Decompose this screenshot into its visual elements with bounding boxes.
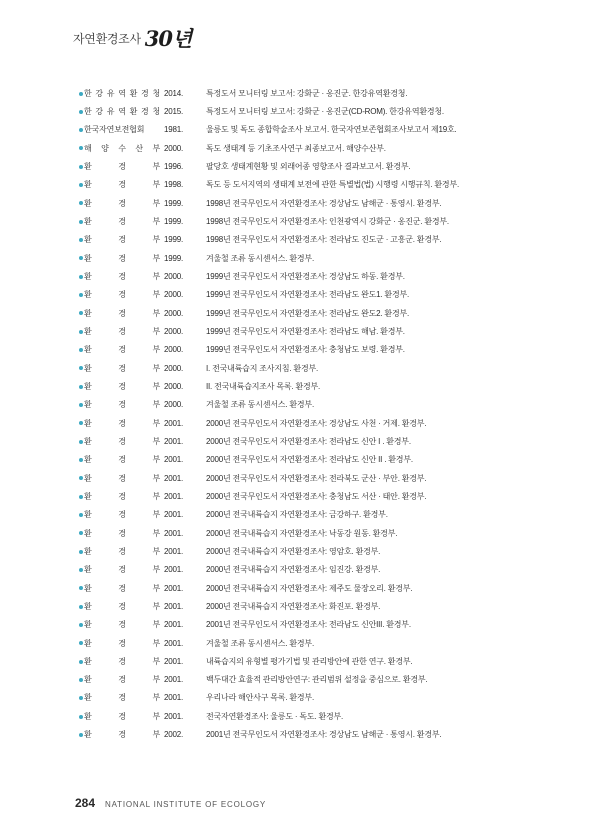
reference-row — [84, 157, 544, 175]
reference-organization: 환 경 부 — [84, 253, 160, 263]
reference-year: 2001. — [164, 620, 184, 630]
bullet-icon — [79, 660, 83, 664]
reference-year: 2001. — [164, 601, 184, 611]
reference-year: 2001. — [164, 436, 184, 446]
reference-year: 2000. — [164, 326, 184, 336]
bullet-icon — [79, 733, 83, 737]
reference-organization: 환 경 부 — [84, 308, 160, 318]
reference-year: 2002. — [164, 730, 184, 740]
reference-row — [84, 487, 544, 505]
reference-organization: 환 경 부 — [84, 675, 160, 685]
reference-year: 2015. — [164, 106, 184, 116]
reference-organization: 환 경 부 — [84, 693, 160, 703]
reference-row — [84, 542, 544, 560]
bullet-icon — [79, 513, 83, 517]
reference-title: 우리나라 해안사구 목록. 환경부. — [206, 693, 314, 703]
reference-title: 1999년 전국무인도서 자연환경조사: 전라남도 완도2. 환경부. — [206, 308, 410, 318]
reference-year: 2001. — [164, 473, 184, 483]
bullet-icon — [79, 403, 83, 407]
reference-organization: 환 경 부 — [84, 345, 160, 355]
reference-title: 2000년 전국내륙습지 자연환경조사: 금강하구. 환경부. — [206, 510, 388, 520]
reference-title: 겨울철 조류 동시센서스. 환경부. — [206, 638, 314, 648]
reference-title: 2000년 전국내륙습지 자연환경조사: 임진강. 환경부. — [206, 565, 381, 575]
reference-organization: 한국자연보전협회 — [84, 125, 145, 135]
reference-title: 2000년 전국무인도서 자연환경조사: 전라북도 군산 · 부안. 환경부. — [206, 473, 427, 483]
reference-title: 1999년 전국무인도서 자연환경조사: 충청남도 보령. 환경부. — [206, 345, 405, 355]
reference-row — [84, 689, 544, 707]
book-title: 자연환경조사 — [73, 31, 141, 46]
reference-year: 2000. — [164, 381, 184, 391]
reference-year: 2001. — [164, 693, 184, 703]
bullet-icon — [79, 641, 83, 645]
reference-title: 팔당호 생태계현황 및 외래어종 영향조사 결과보고서. 환경부. — [206, 161, 411, 171]
reference-title: 특정도서 모니터링 보고서: 강화군 · 옹진군(CD-ROM). 한강유역환경청. — [206, 106, 444, 116]
reference-row — [84, 725, 544, 743]
bullet-icon — [79, 495, 83, 499]
reference-organization: 한 강 유 역 환 경 청 — [84, 88, 160, 98]
reference-title: 2001년 전국무인도서 자연환경조사: 전라남도 신안III. 환경부. — [206, 620, 411, 630]
reference-year: 2001. — [164, 565, 184, 575]
page-footer — [75, 796, 266, 810]
reference-year: 2001. — [164, 675, 184, 685]
reference-year: 2001. — [164, 711, 184, 721]
reference-row — [84, 194, 544, 212]
bullet-icon — [79, 348, 83, 352]
reference-row — [84, 469, 544, 487]
reference-year: 1999. — [164, 235, 184, 245]
reference-title: 울릉도 및 독도 종합학술조사 보고서. 한국자연보존협회조사보고서 제19호. — [206, 125, 457, 135]
bullet-icon — [79, 568, 83, 572]
reference-title: 1999년 전국무인도서 자연환경조사: 전라남도 완도1. 환경부. — [206, 290, 410, 300]
reference-organization: 환 경 부 — [84, 161, 160, 171]
reference-organization: 환 경 부 — [84, 528, 160, 538]
reference-year: 1999. — [164, 198, 184, 208]
reference-year: 2014. — [164, 88, 184, 98]
reference-title: I. 전국내륙습지 조사지침. 환경부. — [206, 363, 319, 373]
reference-title: 2000년 전국무인도서 자연환경조사: 전라남도 신안 I . 환경부. — [206, 436, 411, 446]
reference-row — [84, 359, 544, 377]
reference-year: 2001. — [164, 491, 184, 501]
reference-title: 1998년 전국무인도서 자연환경조사: 경상남도 남해군 · 통영시. 환경부. — [206, 198, 442, 208]
reference-title: 겨울철 조류 동시센서스. 환경부. — [206, 400, 314, 410]
reference-row — [84, 84, 544, 102]
reference-year: 2000. — [164, 290, 184, 300]
bullet-icon — [79, 92, 83, 96]
reference-organization: 환 경 부 — [84, 455, 160, 465]
bullet-icon — [79, 623, 83, 627]
reference-year: 2000. — [164, 143, 184, 153]
reference-year: 2000. — [164, 400, 184, 410]
bullet-icon — [79, 366, 83, 370]
reference-row — [84, 102, 544, 120]
reference-row — [84, 121, 544, 139]
bullet-icon — [79, 421, 83, 425]
bullet-icon — [79, 146, 83, 150]
reference-title: 2000년 전국무인도서 자연환경조사: 전라남도 신안 II . 환경부. — [206, 455, 413, 465]
reference-title: 2000년 전국내륙습지 자연환경조사: 영암호. 환경부. — [206, 546, 381, 556]
reference-title: 내륙습지의 유형별 평가기법 및 관리방안에 관한 연구. 환경부. — [206, 656, 413, 666]
reference-title: 특정도서 모니터링 보고서: 강화군 · 옹진군. 한강유역환경청. — [206, 88, 408, 98]
reference-year: 2001. — [164, 583, 184, 593]
bullet-icon — [79, 605, 83, 609]
bullet-icon — [79, 128, 83, 132]
reference-row — [84, 286, 544, 304]
bullet-icon — [79, 715, 83, 719]
bullet-icon — [79, 311, 83, 315]
reference-organization: 환 경 부 — [84, 418, 160, 428]
reference-organization: 환 경 부 — [84, 546, 160, 556]
reference-organization: 환 경 부 — [84, 638, 160, 648]
reference-list — [84, 84, 544, 744]
reference-organization: 환 경 부 — [84, 290, 160, 300]
reference-organization: 환 경 부 — [84, 326, 160, 336]
reference-organization: 환 경 부 — [84, 565, 160, 575]
reference-organization: 한 강 유 역 환 경 청 — [84, 106, 160, 116]
reference-row — [84, 267, 544, 285]
reference-organization: 환 경 부 — [84, 235, 160, 245]
reference-title: 2000년 전국무인도서 자연환경조사: 충청남도 서산 · 태안. 환경부. — [206, 491, 427, 501]
bullet-icon — [79, 220, 83, 224]
reference-year: 2001. — [164, 510, 184, 520]
reference-organization: 환 경 부 — [84, 400, 160, 410]
reference-row — [84, 139, 544, 157]
reference-organization: 해 양 수 산 부 — [84, 143, 160, 153]
reference-organization: 환 경 부 — [84, 381, 160, 391]
reference-year: 1999. — [164, 253, 184, 263]
reference-title: 1998년 전국무인도서 자연환경조사: 인천광역시 강화군 · 옹진군. 환경부. — [206, 216, 449, 226]
bullet-icon — [79, 440, 83, 444]
reference-organization: 환 경 부 — [84, 491, 160, 501]
bullet-icon — [79, 110, 83, 114]
reference-row — [84, 304, 544, 322]
reference-title: 2001년 전국무인도서 자연환경조사: 경상남도 남해군 · 통영시. 환경부. — [206, 730, 442, 740]
reference-year: 1999. — [164, 216, 184, 226]
reference-row — [84, 396, 544, 414]
page-number: 284 — [75, 796, 96, 810]
reference-year: 2001. — [164, 638, 184, 648]
running-header — [73, 22, 191, 54]
reference-year: 2001. — [164, 656, 184, 666]
reference-title: 2000년 전국내륙습지 자연환경조사: 화진포. 환경부. — [206, 601, 381, 611]
reference-organization: 환 경 부 — [84, 583, 160, 593]
reference-row — [84, 377, 544, 395]
bullet-icon — [79, 476, 83, 480]
bullet-icon — [79, 256, 83, 260]
reference-year: 2000. — [164, 363, 184, 373]
reference-organization: 환 경 부 — [84, 216, 160, 226]
reference-row — [84, 634, 544, 652]
reference-year: 2001. — [164, 455, 184, 465]
reference-organization: 환 경 부 — [84, 711, 160, 721]
reference-organization: 환 경 부 — [84, 620, 160, 630]
reference-title: 겨울철 조류 동시센서스. 환경부. — [206, 253, 314, 263]
reference-row — [84, 249, 544, 267]
reference-title: II. 전국내륙습지조사 목록. 환경부. — [206, 381, 321, 391]
reference-year: 2000. — [164, 345, 184, 355]
reference-title: 2000년 전국내륙습지 자연환경조사: 제주도 물장오리. 환경부. — [206, 583, 413, 593]
reference-title: 백두대간 효율적 관리방안연구: 관리범위 설정을 중심으로. 환경부. — [206, 675, 428, 685]
reference-year: 2001. — [164, 418, 184, 428]
bullet-icon — [79, 458, 83, 462]
bullet-icon — [79, 165, 83, 169]
reference-row — [84, 579, 544, 597]
bullet-icon — [79, 678, 83, 682]
reference-row — [84, 231, 544, 249]
bullet-icon — [79, 293, 83, 297]
reference-row — [84, 616, 544, 634]
reference-organization: 환 경 부 — [84, 363, 160, 373]
reference-row — [84, 561, 544, 579]
reference-row — [84, 432, 544, 450]
reference-row — [84, 414, 544, 432]
institute-name: NATIONAL INSTITUTE OF ECOLOGY — [105, 800, 267, 809]
anniversary-logo: 30년 — [144, 26, 192, 51]
reference-row — [84, 707, 544, 725]
reference-organization: 환 경 부 — [84, 473, 160, 483]
reference-title: 독도 생태계 등 기초조사연구 최종보고서. 해양수산부. — [206, 143, 386, 153]
bullet-icon — [79, 531, 83, 535]
reference-row — [84, 322, 544, 340]
reference-row — [84, 176, 544, 194]
reference-organization: 환 경 부 — [84, 730, 160, 740]
bullet-icon — [79, 696, 83, 700]
bullet-icon — [79, 183, 83, 187]
reference-year: 2001. — [164, 546, 184, 556]
reference-title: 독도 등 도서지역의 생태계 보전에 관한 특별법(법) 시행령 시행규칙. 환경부. — [206, 180, 460, 190]
reference-title: 전국자연환경조사: 울릉도 · 독도. 환경부. — [206, 711, 344, 721]
reference-title: 2000년 전국내륙습지 자연환경조사: 낙동강 원동. 환경부. — [206, 528, 398, 538]
reference-row — [84, 341, 544, 359]
reference-organization: 환 경 부 — [84, 180, 160, 190]
reference-row — [84, 652, 544, 670]
reference-organization: 환 경 부 — [84, 198, 160, 208]
reference-year: 1996. — [164, 161, 184, 171]
reference-year: 1998. — [164, 180, 184, 190]
reference-year: 2001. — [164, 528, 184, 538]
reference-row — [84, 506, 544, 524]
reference-organization: 환 경 부 — [84, 271, 160, 281]
bullet-icon — [79, 201, 83, 205]
reference-organization: 환 경 부 — [84, 601, 160, 611]
reference-organization: 환 경 부 — [84, 436, 160, 446]
reference-row — [84, 451, 544, 469]
reference-year: 1981. — [164, 125, 184, 135]
bullet-icon — [79, 586, 83, 590]
reference-year: 2000. — [164, 271, 184, 281]
reference-title: 1999년 전국무인도서 자연환경조사: 전라남도 해남. 환경부. — [206, 326, 405, 336]
bullet-icon — [79, 330, 83, 334]
reference-title: 1998년 전국무인도서 자연환경조사: 전라남도 진도군 · 고흥군. 환경부. — [206, 235, 442, 245]
reference-organization: 환 경 부 — [84, 510, 160, 520]
bullet-icon — [79, 238, 83, 242]
reference-organization: 환 경 부 — [84, 656, 160, 666]
reference-row — [84, 212, 544, 230]
reference-title: 1999년 전국무인도서 자연환경조사: 경상남도 하동. 환경부. — [206, 271, 405, 281]
bullet-icon — [79, 550, 83, 554]
reference-row — [84, 671, 544, 689]
bullet-icon — [79, 275, 83, 279]
reference-year: 2000. — [164, 308, 184, 318]
reference-title: 2000년 전국무인도서 자연환경조사: 경상남도 사천 · 거제. 환경부. — [206, 418, 427, 428]
reference-row — [84, 597, 544, 615]
reference-row — [84, 524, 544, 542]
bullet-icon — [79, 385, 83, 389]
